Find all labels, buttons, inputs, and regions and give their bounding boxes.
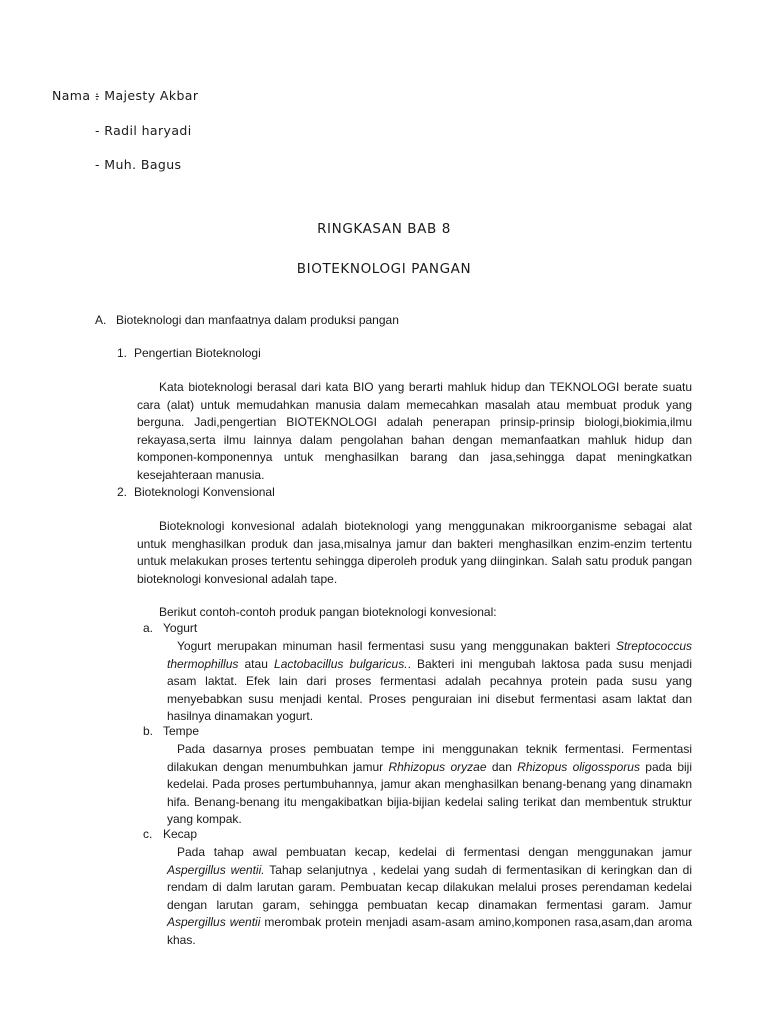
example-a-paragraph: Yogurt merupakan minuman hasil fermentasi susu yang menggunakan bakteri Streptococcus thermophillus atau Lactobacillus bulgaricus.. Bakteri ini mengubah laktosa pada susu menjadi asam laktat. Efek lain dari proses fermentasi adalah pecahnya protein pada susu yang menyebabkan susu menjadi kental. Proses penguraian ini disebut fermentasi asam laktat dan hasilnya dinamakan yogurt. [167, 639, 692, 724]
item-1-title: Pengertian Bioteknologi [134, 346, 261, 360]
example-c-heading [143, 827, 197, 841]
example-a-heading [143, 621, 197, 635]
example-c-paragraph: Pada tahap awal pembuatan kecap, kedelai di fermentasi dengan menggunakan jamur Aspergillus wentii. Tahap selanjutnya , kedelai yang sudah di fermentasikan di keringkan dan di rendam di dalm larutan garam. Pembuatan kecap dilakukan melalui proses perendaman kedelai dengan larutan garam, sehingga pembuatan kecap dinamakan fermentasi garam. Jamur Aspergillus wentii merombak protein menjadi asam-asam amino,komponen rasa,asam,dan aroma khas. [167, 845, 693, 947]
example-a-label: Yogurt [163, 621, 198, 635]
item-2-heading [117, 485, 275, 499]
example-c-marker: c. [143, 827, 153, 841]
section-a-text: Bioteknologi dan manfaatnya dalam produksi pangan [116, 313, 399, 327]
example-b-heading [143, 724, 199, 738]
names-label: Nama : [52, 88, 100, 103]
species-rhizopus-oryzae: Rhhizopus oryzae [388, 759, 487, 774]
name-radil: - Radil haryadi [95, 123, 192, 138]
document-title: RINGKASAN BAB 8 [317, 221, 451, 237]
section-a-heading [95, 313, 399, 327]
name-majesty: - Majesty Akbar [95, 88, 199, 103]
species-lactobacillus: Lactobacillus bulgaricus. [274, 656, 408, 671]
item-1-paragraph: Kata bioteknologi berasal dari kata BIO yang berarti mahluk hidup dan TEKNOLOGI berate suatu cara (alat) untuk memudahkan manusia dalam memecahkan masalah atau membuat produk yang berguna. Jadi,pengertian BIOTEKNOLOGI adalah penerapan prinsip-prinsip biologi,biokimia,ilmu rekayasa,serta ilmu lainnya dalam pengolahan bahan dengan memanfaatkan mahluk hidup dan komponen-komponennya untuk menghasilkan barang dan jasa,sehingga dapat meningkatkan kesejahteraan manusia. [137, 380, 692, 482]
item-1-marker: 1. [117, 346, 128, 360]
example-a-marker: a. [143, 621, 154, 635]
name-bagus: - Muh. Bagus [95, 157, 182, 172]
section-a-marker: A. [95, 313, 107, 327]
document-subtitle: BIOTEKNOLOGI PANGAN [296, 261, 472, 277]
species-aspergillus-wentii-2: Aspergillus wentii [167, 915, 261, 930]
example-b-marker: b. [143, 724, 154, 738]
examples-intro: Berikut contoh-contoh produk pangan bioteknologi konvesional: [159, 605, 497, 619]
example-b-label: Tempe [163, 724, 200, 738]
species-streptococcus: Streptococcus thermophillus [167, 639, 692, 671]
item-2-title: Bioteknologi Konvensional [134, 485, 275, 499]
item-1-heading [117, 346, 261, 360]
example-b-paragraph: Pada dasarnya proses pembuatan tempe ini menggunakan teknik fermentasi. Fermentasi dilakukan dengan menumbuhkan jamur Rhhizopus oryzae dan Rhizopus oligossporus pada biji kedelai. Pada proses pertumbuhannya, jamur akan menghasilkan benang-benang yang dinamakn hifa. Benang-benang itu mengakibatkan bijia-bijian kedelai saling terikat dan membentuk struktur yang kompak. [167, 742, 692, 827]
item-2-marker: 2. [117, 485, 128, 499]
species-aspergillus-wentii: Aspergillus wentii. [167, 862, 265, 877]
species-rhizopus-oligosporus: Rhizopus oligossporus [517, 759, 640, 774]
example-c-label: Kecap [163, 827, 198, 841]
item-2-paragraph: Bioteknologi konvesional adalah bioteknologi yang menggunakan mikroorganisme sebagai alat untuk menghasilkan produk dan jasa,misalnya jamur dan bakteri menghasilkan enzim-enzim tertentu untuk melakukan proses tertentu sehingga diperoleh produk yang diinginkan. Salah satu produk pangan bioteknologi konvesional adalah tape. [137, 519, 692, 586]
